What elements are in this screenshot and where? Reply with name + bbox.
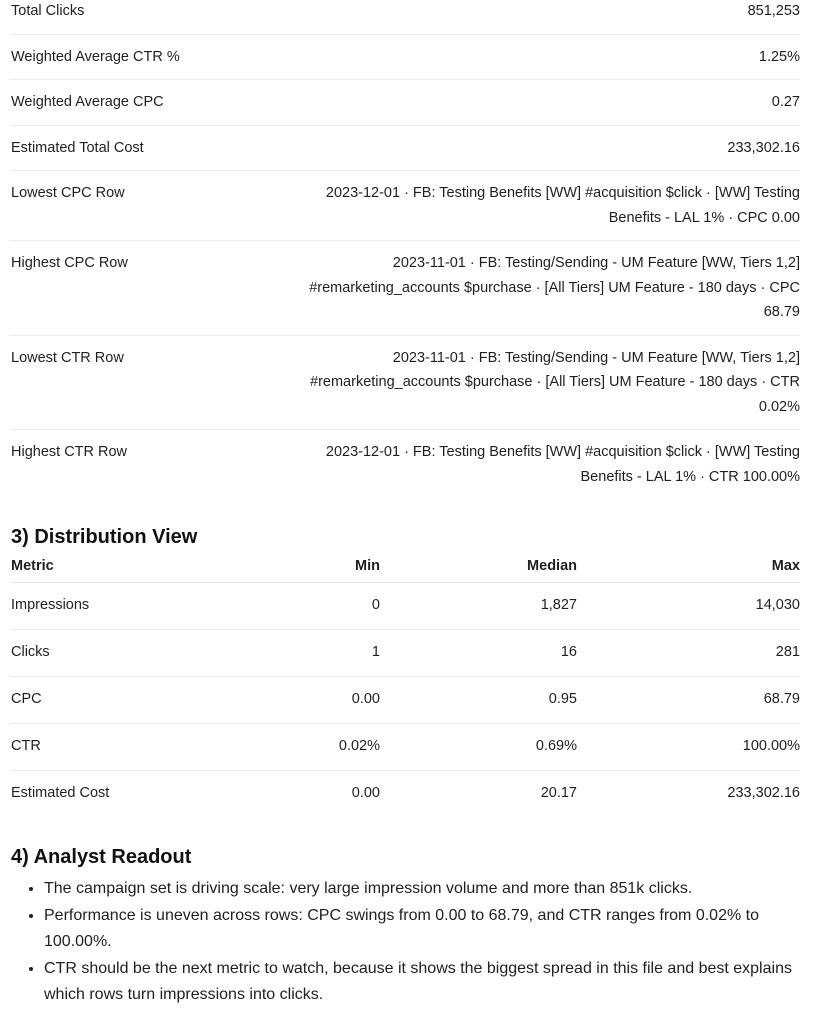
median-value: 1,827 [380, 583, 577, 630]
max-value: 233,302.16 [727, 785, 800, 801]
table-row [10, 335, 800, 430]
median-value: 0.69% [380, 724, 577, 771]
column-header-max: Max [577, 550, 800, 583]
min-value: 0.00 [351, 785, 380, 801]
summary-label: Highest CTR Row [11, 444, 128, 460]
table-row [10, 677, 800, 724]
min-value: 0.02% [260, 724, 380, 771]
summary-label: Weighted Average CTR % [10, 34, 281, 80]
median-value: 20.17 [540, 785, 577, 801]
table-row [10, 430, 800, 500]
summary-value: 2023-11-01 · FB: Testing/Sending - UM Feature [WW, Tiers 1,2] #remarketing_accounts $purchase · [All Tiers] UM Feature - 180 days · CPC 68.79 [281, 241, 800, 336]
distribution-heading: 3) Distribution View [11, 526, 198, 548]
median-value: 0.95 [380, 677, 577, 724]
summary-value: 2023-12-01 · FB: Testing Benefits [WW] #acquisition $click · [WW] Testing Benefits - LAL 1% · CPC 0.00 [281, 171, 800, 241]
summary-value: 2023-12-01 · FB: Testing Benefits [WW] #acquisition $click · [WW] Testing Benefits - LAL 1% · CTR 100.00% [325, 444, 800, 485]
table-row [10, 583, 800, 630]
metric-name: Clicks [10, 630, 260, 677]
max-value: 281 [577, 630, 800, 677]
summary-value: 2023-11-01 · FB: Testing/Sending - UM Feature [WW, Tiers 1,2] #remarketing_accounts $purchase · [All Tiers] UM Feature - 180 days · CTR 0.02% [281, 335, 800, 430]
list-item: • Performance is uneven across rows: CPC swings from 0.00 to 68.79, and CTR ranges from 0.02% to 100.00%. [44, 903, 794, 956]
summary-value: 1.25% [281, 34, 800, 80]
table-row [10, 125, 800, 171]
column-header-median: Median [380, 550, 577, 583]
table-row [10, 34, 800, 80]
summary-value: 851,253 [281, 0, 800, 34]
table-row [10, 771, 800, 818]
column-header-metric: Metric [10, 550, 260, 583]
metric-name: CTR [10, 724, 260, 771]
table-row [10, 0, 800, 34]
max-value: 14,030 [577, 583, 800, 630]
summary-value: 233,302.16 [281, 125, 800, 171]
readout-list [0, 876, 794, 1009]
list-item: • CTR should be the next metric to watch, because it shows the biggest spread in this file and best explains which rows turn impressions into clicks. [44, 956, 794, 1009]
metric-name: Impressions [10, 583, 260, 630]
summary-label: Lowest CPC Row [10, 171, 281, 241]
readout-heading: 4) Analyst Readout [11, 846, 192, 868]
metric-name: Estimated Cost [11, 785, 110, 801]
summary-table [10, 0, 800, 499]
table-row [10, 724, 800, 771]
table-row [10, 630, 800, 677]
table-row [10, 241, 800, 336]
column-header-min: Min [260, 550, 380, 583]
summary-label: Highest CPC Row [10, 241, 281, 336]
summary-label: Estimated Total Cost [10, 125, 281, 171]
table-row [10, 80, 800, 126]
summary-label: Lowest CTR Row [10, 335, 281, 430]
summary-label: Weighted Average CPC [10, 80, 281, 126]
table-header-row [10, 550, 800, 583]
summary-value: 0.27 [281, 80, 800, 126]
min-value: 0 [260, 583, 380, 630]
max-value: 68.79 [577, 677, 800, 724]
max-value: 100.00% [577, 724, 800, 771]
median-value: 16 [380, 630, 577, 677]
table-row [10, 171, 800, 241]
min-value: 0.00 [260, 677, 380, 724]
distribution-table [10, 550, 800, 817]
list-item: • The campaign set is driving scale: very large impression volume and more than 851k clicks. [44, 876, 794, 903]
metric-name: CPC [10, 677, 260, 724]
min-value: 1 [260, 630, 380, 677]
summary-label: Total Clicks [10, 0, 281, 34]
